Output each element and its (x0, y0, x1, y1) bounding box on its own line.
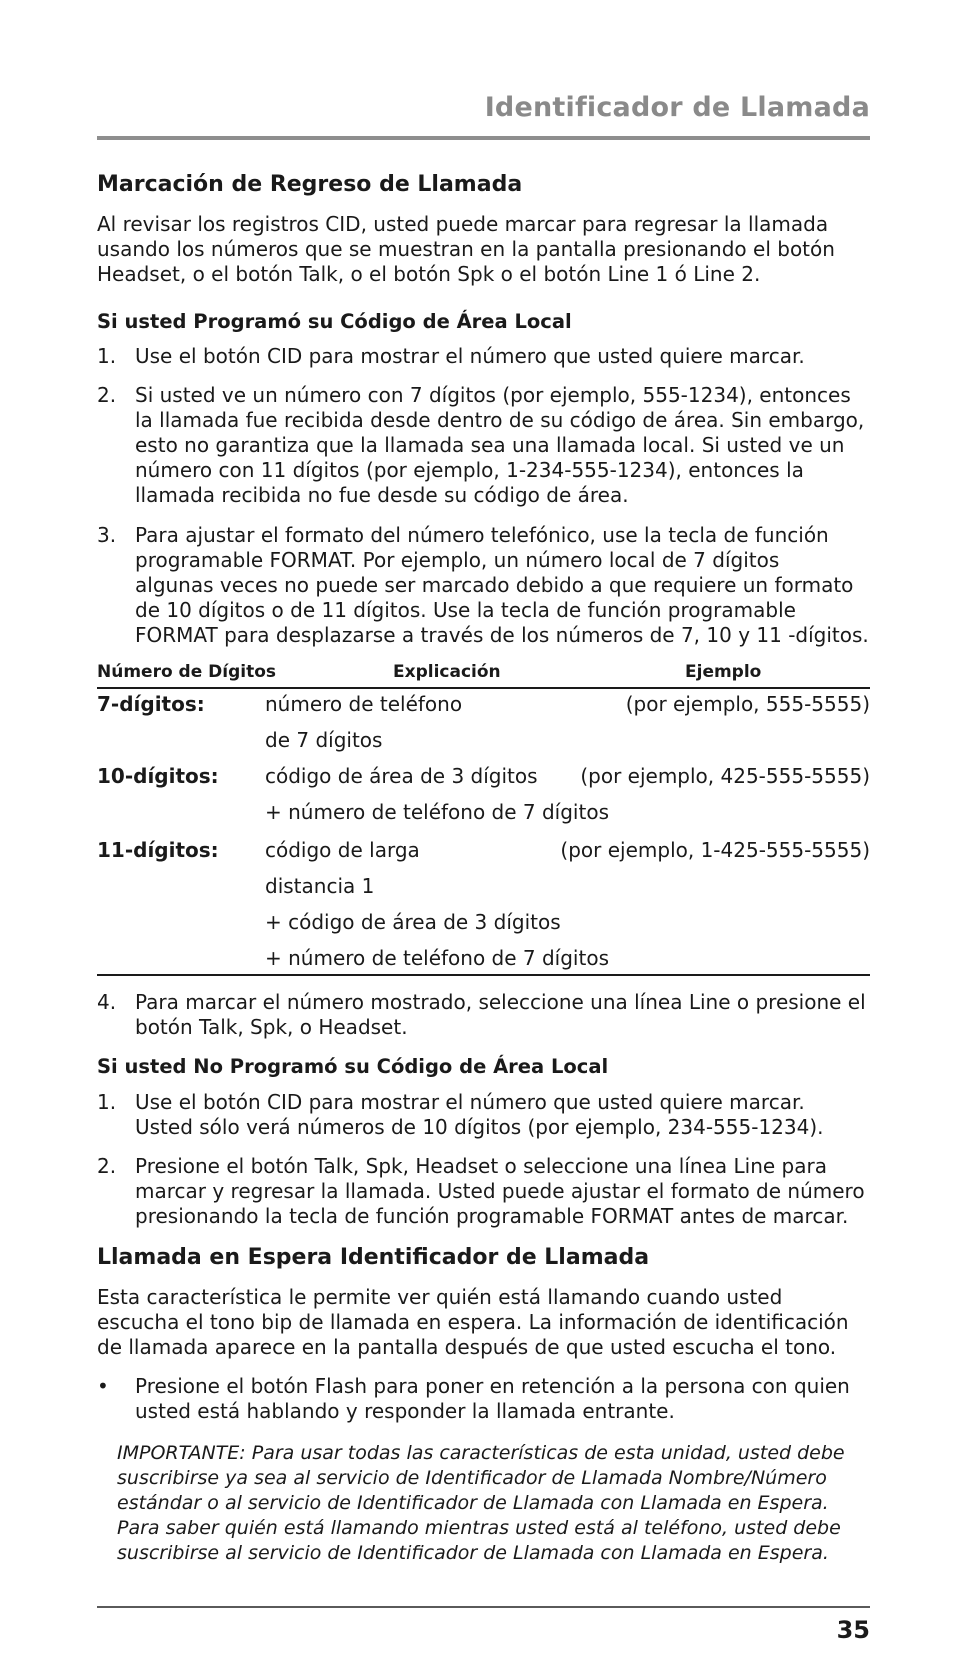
section-heading-marcacion: Marcación de Regreso de Llamada (97, 172, 523, 197)
text-line: usted está hablando y responder la llamada entrante. (135, 1399, 675, 1423)
table-row-label: 7-dígitos: (97, 692, 205, 716)
text-line: suscribirse al servicio de Identificador de Llamada con Llamada en Espera. (117, 1542, 829, 1564)
list-number: 2. (97, 383, 117, 407)
section-intro (97, 1285, 870, 1360)
table-header-digits: Número de Dígitos (97, 662, 277, 682)
table-cell-explanation: distancia 1 (265, 874, 375, 898)
text-line: Para saber quién está llamando mientras usted está al teléfono, usted debe (117, 1517, 841, 1539)
text-line: Usted sólo verá números de 10 dígitos (por ejemplo, 234-555-1234). (135, 1115, 824, 1139)
table-header-example: Ejemplo (685, 662, 762, 682)
text-line: presionando la tecla de función programable FORMAT antes de marcar. (135, 1204, 849, 1228)
footer-rule (97, 1606, 870, 1608)
text-line: Use el botón CID para mostrar el número que usted quiere marcar. (135, 344, 805, 368)
table-bottom-rule (97, 974, 870, 976)
list-number: 1. (97, 344, 117, 368)
bullet-icon: • (97, 1374, 109, 1398)
table-row-label: 11-dígitos: (97, 838, 219, 862)
running-header: Identificador de Llamada (484, 92, 870, 123)
text-line: Use el botón CID para mostrar el número que usted quiere marcar. (135, 1090, 805, 1114)
table-cell-explanation: código de área de 3 dígitos (265, 764, 538, 788)
text-line: marcar y regresar la llamada. Usted puede ajustar el formato de número (135, 1179, 865, 1203)
text-line: Presione el botón Talk, Spk, Headset o seleccione una línea Line para (135, 1154, 827, 1178)
list-number: 4. (97, 990, 117, 1014)
list-number: 1. (97, 1090, 117, 1114)
text-line: llamada recibida no fue desde su código de área. (135, 483, 629, 507)
list-number: 3. (97, 523, 117, 547)
text-line: FORMAT para desplazarse a través de los números de 7, 10 y 11 -dígitos. (135, 623, 869, 647)
section-intro (97, 212, 870, 287)
table-cell-explanation: número de teléfono (265, 692, 463, 716)
table-cell-explanation: + número de teléfono de 7 dígitos (265, 800, 609, 824)
text-line: algunas veces no puede ser marcado debido a que requiere un formato (135, 573, 854, 597)
text-line: estándar o al servicio de Identificador de Llamada con Llamada en Espera. (117, 1492, 829, 1514)
text-line: botón Talk, Spk, o Headset. (135, 1015, 408, 1039)
text-line: IMPORTANTE: Para usar todas las características de esta unidad, usted debe (117, 1442, 845, 1464)
text-line: Al revisar los registros CID, usted puede marcar para regresar la llamada (97, 212, 829, 236)
important-note (117, 1441, 870, 1566)
text-line: escucha el tono bip de llamada en espera. La información de identificación (97, 1310, 849, 1334)
header-rule (97, 136, 870, 140)
table-cell-explanation: + código de área de 3 dígitos (265, 910, 561, 934)
subsection-heading-no-programo: Si usted No Programó su Código de Área Local (97, 1055, 609, 1078)
table-row-label: 10-dígitos: (97, 764, 219, 788)
table-top-rule (97, 687, 870, 689)
section-heading-llamada-en-espera: Llamada en Espera Identificador de Llamada (97, 1245, 650, 1270)
text-line: suscribirse ya sea al servicio de Identificador de Llamada Nombre/Número (117, 1467, 827, 1489)
table-cell-example: (por ejemplo, 1-425-555-5555) (560, 838, 870, 862)
text-line: Si usted ve un número con 7 dígitos (por ejemplo, 555-1234), entonces (135, 383, 851, 407)
table-cell-explanation: de 7 dígitos (265, 728, 383, 752)
text-line: programable FORMAT. Por ejemplo, un número local de 7 dígitos (135, 548, 780, 572)
page-number: 35 (836, 1616, 870, 1644)
table-cell-example: (por ejemplo, 425-555-5555) (580, 764, 870, 788)
text-line: Esta característica le permite ver quién está llamando cuando usted (97, 1285, 783, 1309)
text-line: Headset, o el botón Talk, o el botón Spk o el botón Line 1 ó Line 2. (97, 262, 761, 286)
text-line: Presione el botón Flash para poner en retención a la persona con quien (135, 1374, 850, 1398)
table-header-explanation: Explicación (393, 662, 501, 682)
text-line: de 10 dígitos o de 11 dígitos. Use la tecla de función programable (135, 598, 796, 622)
text-line: la llamada fue recibida desde dentro de su código de área. Sin embargo, (135, 408, 865, 432)
text-line: Para marcar el número mostrado, seleccione una línea Line o presione el (135, 990, 866, 1014)
text-line: Para ajustar el formato del número telefónico, use la tecla de función (135, 523, 829, 547)
text-line: esto no garantiza que la llamada sea una llamada local. Si usted ve un (135, 433, 845, 457)
table-header (97, 662, 870, 686)
text-line: usando los números que se muestran en la pantalla presionando el botón (97, 237, 835, 261)
subsection-heading-programo: Si usted Programó su Código de Área Local (97, 310, 572, 333)
table-cell-explanation: + número de teléfono de 7 dígitos (265, 946, 609, 970)
list-number: 2. (97, 1154, 117, 1178)
text-line: de llamada aparece en la pantalla después de que usted escucha el tono. (97, 1335, 837, 1359)
table-cell-example: (por ejemplo, 555-5555) (625, 692, 870, 716)
table-cell-explanation: código de larga (265, 838, 420, 862)
text-line: número con 11 dígitos (por ejemplo, 1-234-555-1234), entonces la (135, 458, 804, 482)
